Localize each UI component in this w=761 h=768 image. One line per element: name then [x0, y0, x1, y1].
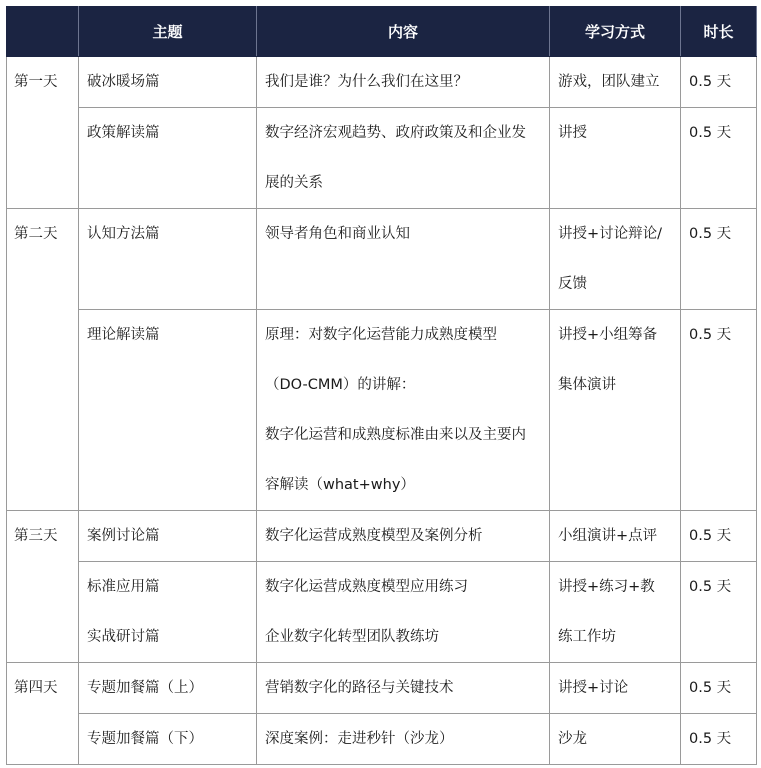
- table-header-row: [7, 7, 757, 57]
- duration-cell: [681, 562, 757, 663]
- method-cell: [550, 310, 681, 511]
- topic-cell: [79, 562, 257, 663]
- topic-cell: [79, 57, 257, 108]
- content-cell: [257, 663, 550, 714]
- day-label: 第三天: [14, 528, 58, 544]
- table-row: [7, 663, 757, 714]
- topic-line: 破冰暖场篇: [87, 74, 160, 90]
- duration-value: 0.5 天: [689, 226, 732, 242]
- topic-line: 实战研讨篇: [87, 629, 160, 645]
- day-label: 第二天: [14, 226, 58, 242]
- method-line: 练工作坊: [558, 629, 616, 645]
- topic-line: 案例讨论篇: [87, 528, 160, 544]
- content-line: 深度案例：走进秒针（沙龙）: [265, 731, 454, 747]
- method-line: 讲授+小组筹备: [558, 327, 658, 343]
- method-cell: [550, 108, 681, 209]
- method-line: 讲授: [558, 125, 587, 141]
- duration-cell: [681, 511, 757, 562]
- table-row: [7, 511, 757, 562]
- content-cell: [257, 562, 550, 663]
- method-cell: [550, 209, 681, 310]
- method-cell: [550, 562, 681, 663]
- topic-cell: [79, 209, 257, 310]
- topic-line: 认知方法篇: [87, 226, 160, 242]
- duration-cell: [681, 108, 757, 209]
- method-cell: [550, 663, 681, 714]
- content-line: 营销数字化的路径与关键技术: [265, 680, 454, 696]
- content-line: （DO-CMM）的讲解：: [265, 377, 416, 393]
- content-line: 容解读（what+why）: [265, 477, 415, 493]
- day-label: 第一天: [14, 74, 58, 90]
- table-row: [7, 57, 757, 108]
- method-cell: [550, 57, 681, 108]
- duration-cell: [681, 310, 757, 511]
- day-cell: [7, 57, 79, 209]
- day-cell: [7, 663, 79, 765]
- topic-line: 政策解读篇: [87, 125, 160, 141]
- method-cell: [550, 511, 681, 562]
- method-line: 讲授+练习+教: [558, 579, 655, 595]
- duration-value: 0.5 天: [689, 74, 732, 90]
- schedule-table: [6, 6, 757, 765]
- header-day: [7, 7, 79, 57]
- content-line: 原理：对数字化运营能力成熟度模型: [265, 327, 497, 343]
- content-cell: [257, 511, 550, 562]
- topic-cell: [79, 663, 257, 714]
- topic-cell: [79, 714, 257, 765]
- content-cell: [257, 108, 550, 209]
- header-content: 内容: [257, 7, 550, 57]
- content-line: 领导者角色和商业认知: [265, 226, 410, 242]
- duration-cell: [681, 663, 757, 714]
- method-line: 集体演讲: [558, 377, 616, 393]
- header-duration: 时长: [681, 7, 757, 57]
- content-cell: [257, 310, 550, 511]
- method-line: 讲授+讨论辩论/: [558, 226, 663, 242]
- topic-cell: [79, 310, 257, 511]
- topic-line: 专题加餐篇（上）: [87, 680, 203, 696]
- duration-value: 0.5 天: [689, 125, 732, 141]
- duration-value: 0.5 天: [689, 327, 732, 343]
- content-cell: [257, 714, 550, 765]
- topic-line: 标准应用篇: [87, 579, 160, 595]
- content-cell: [257, 57, 550, 108]
- method-line: 游戏，团队建立: [558, 74, 660, 90]
- topic-line: 专题加餐篇（下）: [87, 731, 203, 747]
- table-row: [7, 562, 757, 663]
- duration-value: 0.5 天: [689, 528, 732, 544]
- header-topic: 主题: [79, 7, 257, 57]
- method-line: 小组演讲+点评: [558, 528, 658, 544]
- header-method: 学习方式: [550, 7, 681, 57]
- method-cell: [550, 714, 681, 765]
- topic-cell: [79, 108, 257, 209]
- duration-value: 0.5 天: [689, 579, 732, 595]
- content-line: 数字化运营成熟度模型应用练习: [265, 579, 468, 595]
- topic-cell: [79, 511, 257, 562]
- table-row: [7, 714, 757, 765]
- method-line: 讲授+讨论: [558, 680, 629, 696]
- table-row: [7, 310, 757, 511]
- content-line: 数字化运营和成熟度标准由来以及主要内: [265, 427, 526, 443]
- day-label: 第四天: [14, 680, 58, 696]
- table-body: [7, 57, 757, 765]
- table-row: [7, 209, 757, 310]
- method-line: 沙龙: [558, 731, 587, 747]
- table-row: [7, 108, 757, 209]
- topic-line: 理论解读篇: [87, 327, 160, 343]
- content-line: 展的关系: [265, 175, 323, 191]
- duration-cell: [681, 714, 757, 765]
- content-line: 数字化运营成熟度模型及案例分析: [265, 528, 483, 544]
- content-line: 数字经济宏观趋势、政府政策及和企业发: [265, 125, 526, 141]
- duration-cell: [681, 57, 757, 108]
- day-cell: [7, 209, 79, 511]
- method-line: 反馈: [558, 276, 587, 292]
- duration-cell: [681, 209, 757, 310]
- content-cell: [257, 209, 550, 310]
- duration-value: 0.5 天: [689, 731, 732, 747]
- content-line: 我们是谁？为什么我们在这里？: [265, 74, 468, 90]
- content-line: 企业数字化转型团队教练坊: [265, 629, 439, 645]
- duration-value: 0.5 天: [689, 680, 732, 696]
- day-cell: [7, 511, 79, 663]
